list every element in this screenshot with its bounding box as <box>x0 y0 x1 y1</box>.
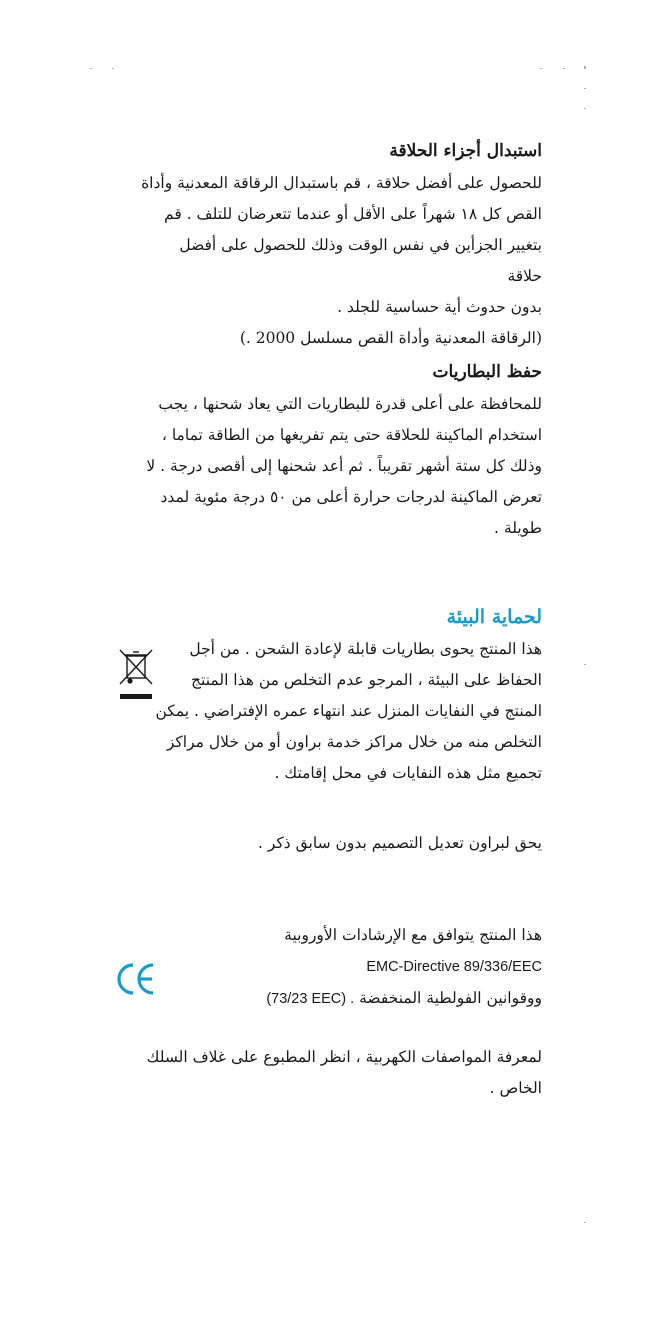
registration-mark <box>112 68 114 69</box>
paragraph-line: للحصول على أفضل حلاقة ، قم باستبدال الرقاقة المعدنية وأداة <box>141 174 542 192</box>
paragraph-line: تجميع مثل هذه النفايات في محل إقامتك . <box>274 764 542 782</box>
section-electrical-specs <box>140 1042 542 1104</box>
paragraph-line: الخاص . <box>489 1079 542 1097</box>
compliance-line: هذا المنتج يتوافق مع الإرشادات الأوروبية <box>284 926 542 944</box>
paragraph-line: هذا المنتج يحوى بطاريات قابلة لإعادة الشحن . من أجل <box>189 640 542 658</box>
registration-mark <box>90 68 92 69</box>
section-environment <box>140 604 542 789</box>
paragraph-line: الحفاظ على البيئة ، المرجو عدم التخلص من هذا المنتج <box>191 671 542 689</box>
compliance-line <box>140 983 542 1015</box>
paragraph-line: المنتج في النفايات المنزل عند انتهاء عمره الإفتراضي . يمكن <box>155 702 542 720</box>
directive-code: EMC-Directive 89/336/EEC <box>366 959 542 975</box>
registration-mark <box>584 88 586 89</box>
section-heading-battery-care: حفظ البطاريات <box>432 362 542 382</box>
low-voltage-text: ووقوانين الفولطية المنخفضة <box>359 989 542 1007</box>
paragraph-line: (الرقاقة المعدنية وأداة القص مسلسل 2000 .) <box>239 329 542 347</box>
registration-mark <box>584 66 586 69</box>
crossed-out-wheelie-bin-icon <box>116 646 156 704</box>
paragraph-line: لمعرفة المواصفات الكهربية ، انظر المطبوع على غلاف السلك <box>146 1048 542 1066</box>
section-eu-compliance <box>140 920 542 1015</box>
section-heading-replacing-parts: استبدال أجزاء الحلاقة <box>389 141 542 161</box>
registration-mark <box>563 68 565 69</box>
section-battery-care <box>140 359 542 544</box>
section-heading-environment: لحماية البيئة <box>446 606 542 628</box>
section-replacing-parts <box>140 138 542 354</box>
paragraph-line: وذلك كل ستة أشهر تقريباً . ثم أعد شحنها إلى أقصى درجة . لا <box>146 457 542 475</box>
design-note-text: يحق لبراون تعديل التصميم بدون سابق ذكر . <box>258 834 542 852</box>
paragraph-line: بدون حدوث أية حساسية للجلد . <box>337 298 542 316</box>
paragraph-line: طويلة . <box>494 519 542 537</box>
registration-mark <box>584 1222 586 1223</box>
paragraph-line: بتغيير الجزأين في نفس الوقت وذلك للحصول على أفضل حلاقة <box>179 236 542 285</box>
paragraph-line: التخلص منه من خلال مراكز خدمة براون أو من خلال مراكز <box>166 733 542 751</box>
compliance-directive <box>140 951 542 983</box>
ce-mark-icon <box>116 962 158 996</box>
paragraph-line: استخدام الماكينة للحلاقة حتى يتم تفريغها من الطاقة تماما ، <box>161 426 542 444</box>
paragraph-line: القص كل ١٨ شهراً على الأقل أو عندما تتعرضان للتلف . قم <box>164 205 542 223</box>
paragraph-line: تعرض الماكينة لدرجات حرارة أعلى من ٥٠ درجة مئوية لمدد <box>160 488 542 506</box>
section-design-note <box>140 828 542 859</box>
ce-mark-label: CE <box>116 962 118 963</box>
low-voltage-code: (73/23 EEC) . <box>266 991 355 1007</box>
registration-mark <box>584 664 586 665</box>
registration-mark <box>584 108 586 109</box>
paragraph-line: للمحافظة على أعلى قدرة للبطاريات التي يعاد شحنها ، يجب <box>158 395 542 413</box>
registration-mark <box>540 68 542 69</box>
